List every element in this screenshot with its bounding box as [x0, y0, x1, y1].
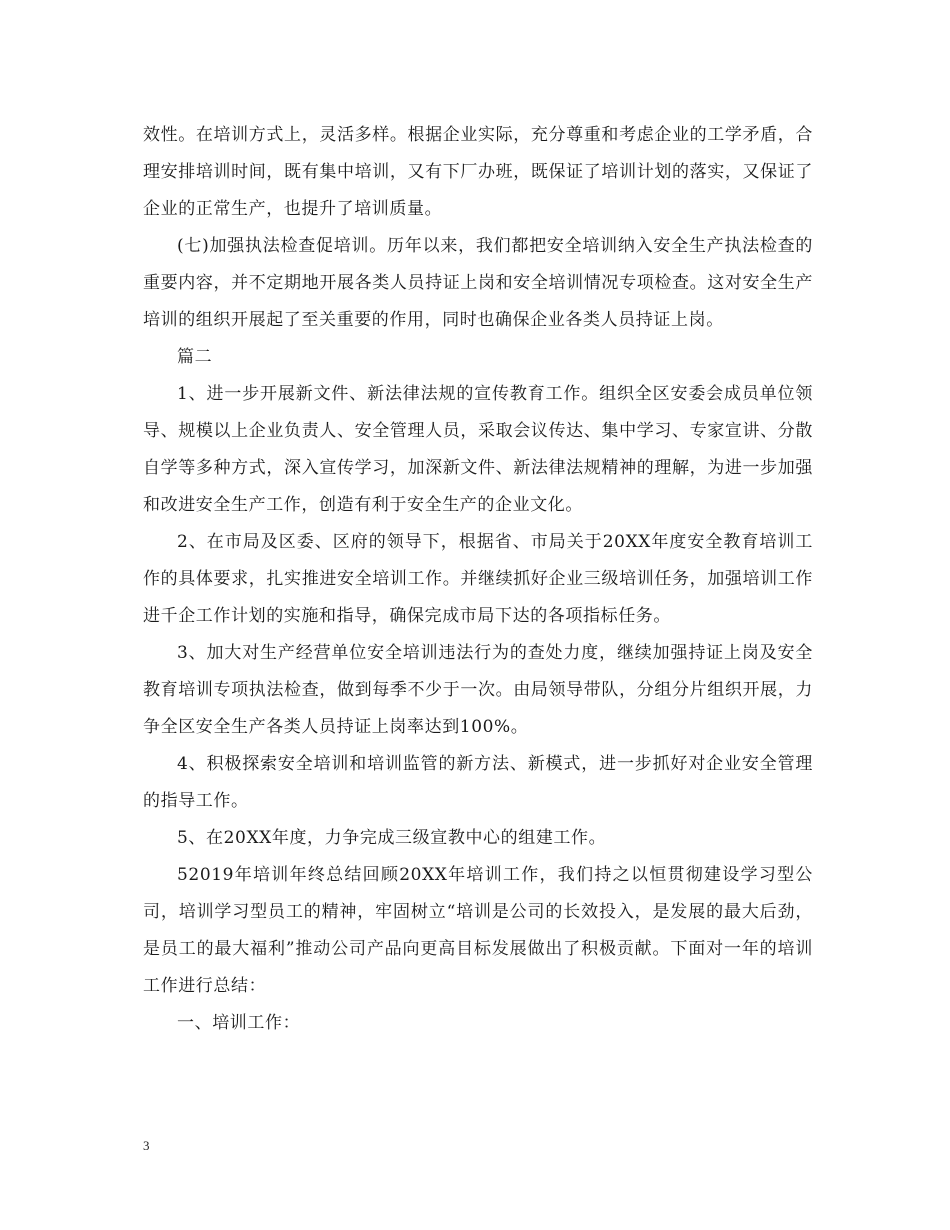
- paragraph-item-2: 2、在市局及区委、区府的领导下，根据省、市局关于20XX年度安全教育培训工作的具体要求，扎实推进安全培训工作。并继续抓好企业三级培训任务，加强培训工作进千企工作计划的实施和指导，确保完成市局下达的各项指标任务。: [143, 532, 813, 626]
- page-number: 3: [143, 1138, 150, 1153]
- section-heading: 篇二: [177, 347, 213, 367]
- paragraph-2: (七)加强执法检查促培训。历年以来，我们都把安全培训纳入安全生产执法检查的重要内容，并不定期地开展各类人员持证上岗和安全培训情况专项检查。这对安全生产培训的组织开展起了至关重要的作用，同时也确保企业各类人员持证上岗。: [143, 236, 813, 330]
- paragraph-item-1: 1、进一步开展新文件、新法律法规的宣传教育工作。组织全区安委会成员单位领导、规模以上企业负责人、安全管理人员，采取会议传达、集中学习、专家宣讲、分散自学等多种方式，深入宣传学习，加深新文件、新法律法规精神的理解，为进一步加强和改进安全生产工作，创造有利于安全生产的企业文化。: [143, 384, 813, 515]
- subsection-heading: 一、培训工作：: [177, 1013, 301, 1033]
- paragraph-item-4: 4、积极探索安全培训和培训监管的新方法、新模式，进一步抓好对企业安全管理的指导工作。: [143, 754, 813, 811]
- paragraph-item-5: 5、在20XX年度，力争完成三级宣教中心的组建工作。: [177, 828, 607, 848]
- paragraph-summary: 52019年培训年终总结回顾20XX年培训工作，我们持之以恒贯彻建设学习型公司，培训学习型员工的精神，牢固树立“培训是公司的长效投入，是发展的最大后劲，是员工的最大福利”推动公司产品向更高目标发展做出了积极贡献。下面对一年的培训工作进行总结：: [143, 865, 813, 996]
- paragraph-item-3: 3、加大对生产经营单位安全培训违法行为的查处力度，继续加强持证上岗及安全教育培训专项执法检查，做到每季不少于一次。由局领导带队，分组分片组织开展，力争全区安全生产各类人员持证上岗率达到100%。: [143, 643, 813, 737]
- document-body: [143, 117, 813, 1042]
- paragraph-1: 效性。在培训方式上，灵活多样。根据企业实际，充分尊重和考虑企业的工学矛盾，合理安排培训时间，既有集中培训，又有下厂办班，既保证了培训计划的落实，又保证了企业的正常生产，也提升了培训质量。: [143, 125, 813, 219]
